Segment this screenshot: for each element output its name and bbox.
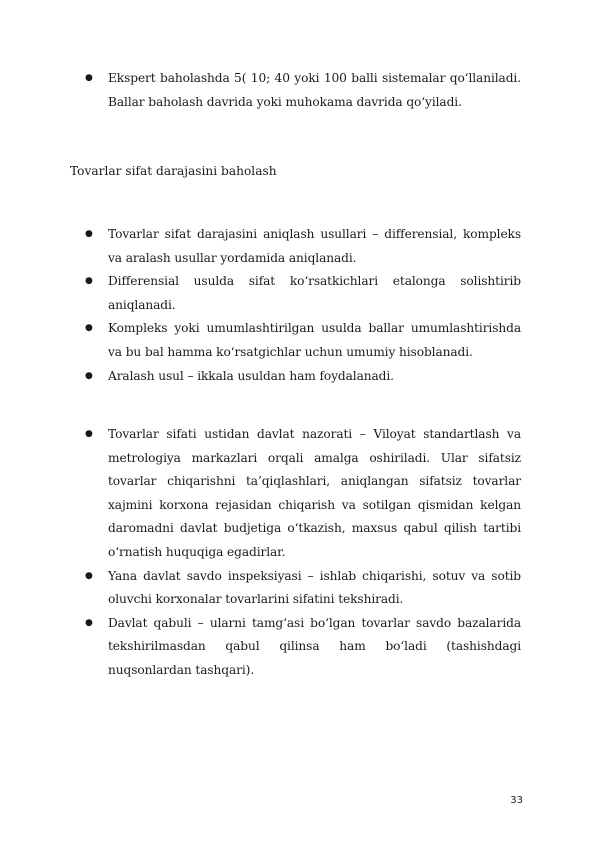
list-item [85,423,521,565]
section-heading: Tovarlar sifat darajasini baholash [70,164,277,178]
list-item [85,365,521,389]
list-item-text: Yana davlat savdo inspeksiyasi – ishlab chiqarishi, sotuv va sotib oluvchi korxonalar tovarlarini sifatini tekshiradi. [108,568,521,607]
list-item [85,67,521,114]
list-item [85,317,521,364]
expert-scoring-list [85,67,521,114]
state-control-list [85,423,521,683]
list-item-text: Aralash usul – ikkala usuldan ham foydalanadi. [108,368,394,383]
list-item [85,223,521,270]
list-item [85,565,521,612]
list-item-text: Differensial usulda sifat ko‘rsatkichlari etalonga solishtirib aniqlanadi. [108,274,521,312]
bullet-icon: ● [85,370,93,381]
bullet-icon: ● [85,276,93,287]
bullet-icon: ● [85,323,93,334]
bullet-icon: ● [85,73,93,83]
quality-methods-list [85,223,521,388]
bullet-icon: ● [85,570,93,581]
list-item [85,612,521,683]
list-item-text: Tovarlar sifati ustidan davlat nazorati – Viloyat standartlash va metrologiya markazlari orqali amalga oshiriladi. Ular sifatsiz tovarlar chiqarishni ta’qiqlashlari, aniqlangan sifatsiz tovarlar xajmini korxona rejasidan chiqarish va sotilgan qismidan kelgan daromadni davlat budjetiga o‘tkazish, maxsus qabul qilish tartibi o‘rnatish huquqiga egadirlar. [108,427,521,559]
list-item-text: Kompleks yoki umumlashtirilgan usulda ballar umumlashtirishda va bu bal hamma ko‘rsatgichlar uchun umumiy hisoblanadi. [108,321,521,359]
bullet-icon: ● [85,429,93,439]
list-item-text: Tovarlar sifat darajasini aniqlash usullari – differensial, kompleks va aralash usullar yordamida aniqlanadi. [108,227,521,265]
list-item [85,270,521,317]
page-number: 33 [510,795,523,806]
bullet-icon: ● [85,617,93,628]
list-item-text: Davlat qabuli – ularni tamg‘asi bo‘lgan tovarlar savdo bazalarida tekshirilmasdan qabul qilinsa ham bo‘ladi (tashishdagi nuqsonlardan tashqari). [108,615,521,677]
bullet-icon: ● [85,229,93,239]
list-item-text: Ekspert baholashda 5( 10; 40 yoki 100 balli sistemalar qo‘llaniladi. Ballar baholash davrida yoki muhokama davrida qo‘yiladi. [108,71,521,109]
